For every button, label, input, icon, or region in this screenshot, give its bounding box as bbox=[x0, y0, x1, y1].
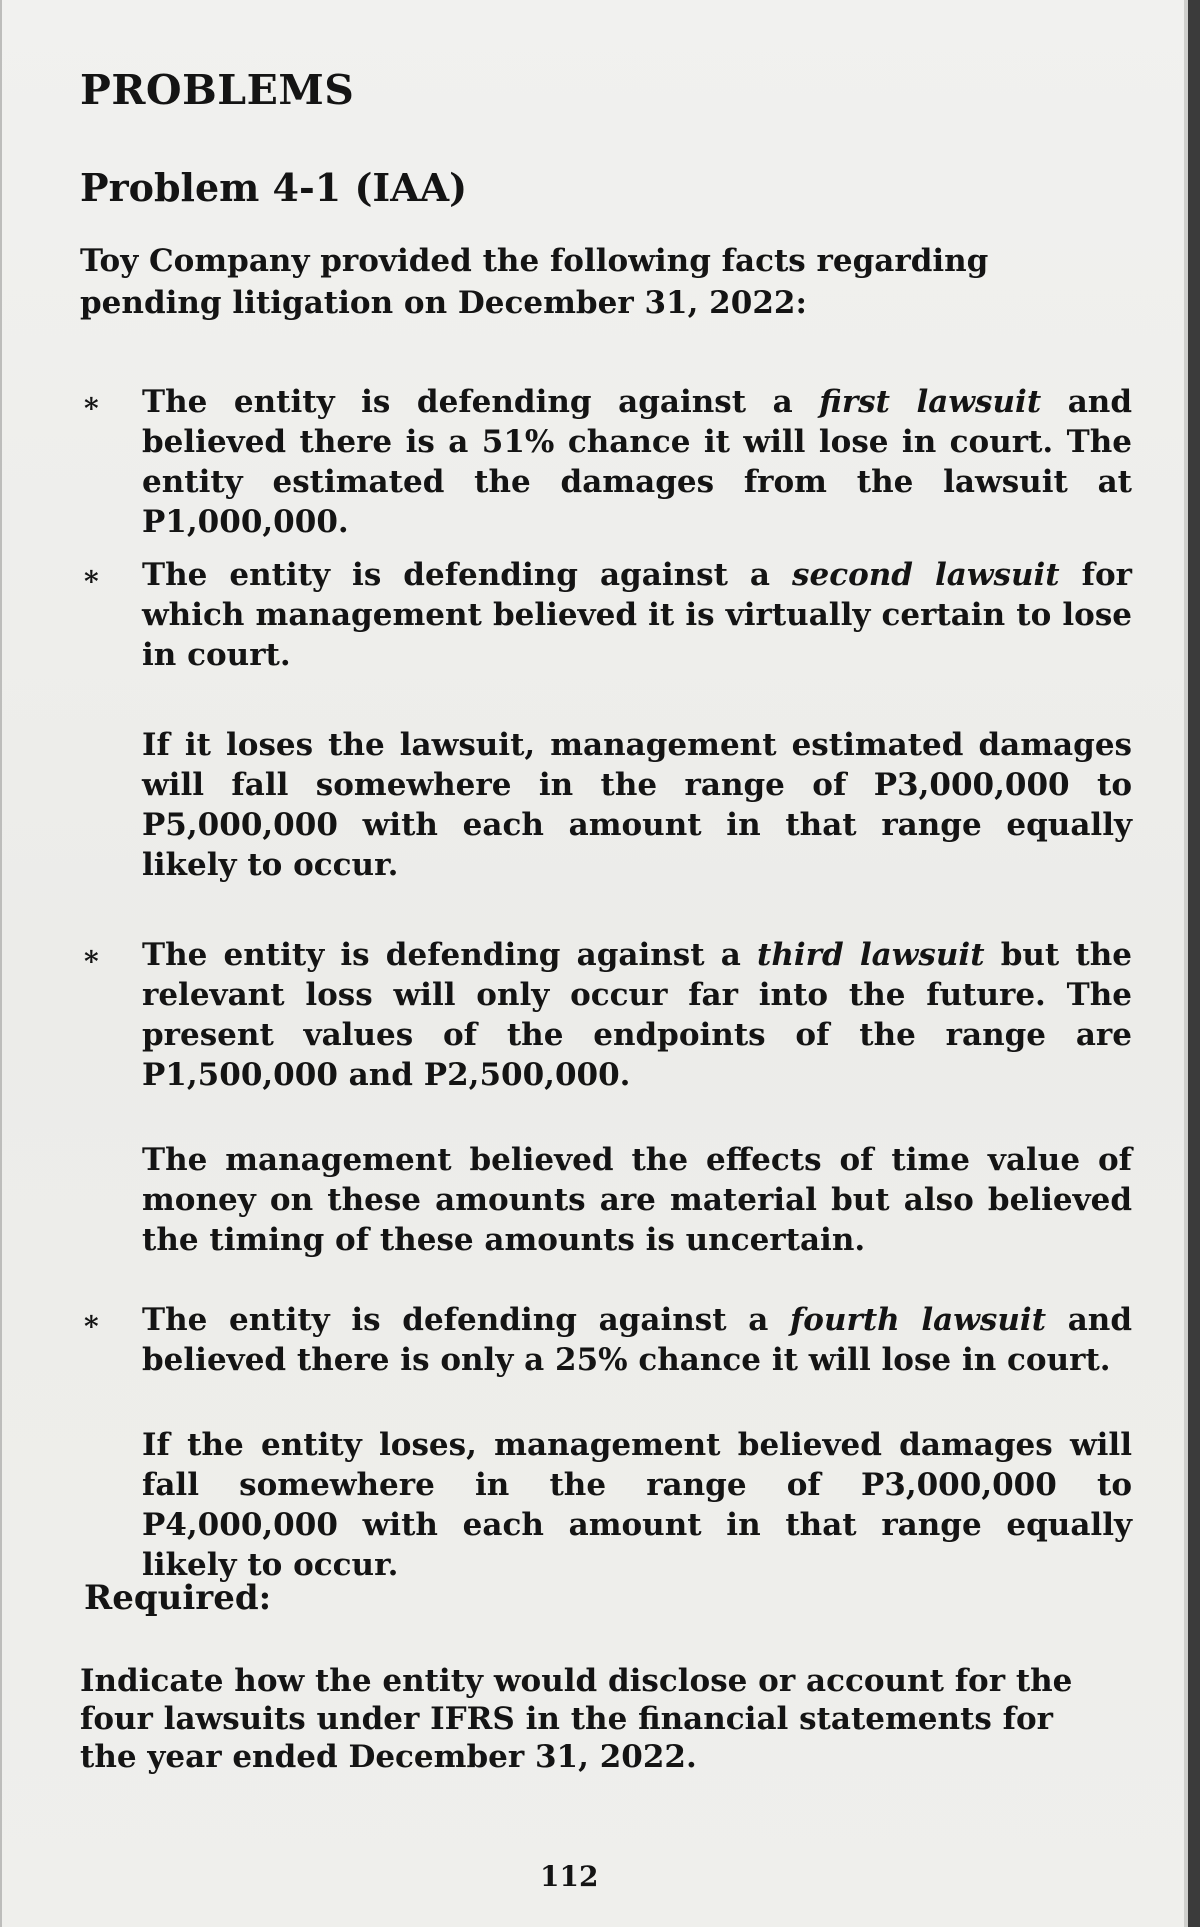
lawsuit-1-paragraph bbox=[142, 382, 1132, 542]
section-heading: PROBLEMS bbox=[80, 66, 355, 114]
page-number: 112 bbox=[540, 1860, 599, 1893]
lawsuit-2-paragraph bbox=[142, 555, 1132, 675]
lawsuit-2-emphasis: second lawsuit bbox=[792, 557, 1060, 593]
lawsuit-1-text-post: and believed there is a 51% chance it will lose in court. The entity estimated the damages from the lawsuit at P1,000,000. bbox=[142, 384, 1132, 540]
lawsuit-2-text-post: for which management believed it is virtually certain to lose in court. bbox=[142, 557, 1132, 673]
bullet-marker-4: * bbox=[84, 1310, 99, 1343]
bullet-marker-2: * bbox=[84, 565, 99, 598]
required-instructions: Indicate how the entity would disclose or account for the four lawsuits under IFRS in the financial statements for the year ended December 31, 2022. bbox=[80, 1663, 1073, 1775]
lawsuit-4-text-post: and believed there is only a 25% chance it will lose in court. bbox=[142, 1302, 1133, 1378]
lawsuit-1-emphasis: first lawsuit bbox=[819, 384, 1042, 420]
lawsuit-2-damages-paragraph: If it loses the lawsuit, management estimated damages will fall somewhere in the range of P3,000,000 to P5,000,000 with each amount in that range equally likely to occur. bbox=[142, 727, 1132, 883]
page-edge-shadow bbox=[1188, 0, 1200, 1927]
problem-intro: Toy Company provided the following facts regarding pending litigation on December 31, 2022: bbox=[80, 243, 989, 321]
lawsuit-3-paragraph bbox=[142, 935, 1132, 1095]
lawsuit-4-emphasis: fourth lawsuit bbox=[789, 1302, 1047, 1338]
bullet-marker-3: * bbox=[84, 945, 99, 978]
problem-title: Problem 4-1 (IAA) bbox=[80, 165, 468, 210]
bullet-marker-1: * bbox=[84, 392, 99, 425]
required-label: Required: bbox=[84, 1578, 272, 1618]
lawsuit-3-text-pre: The entity is defending against a bbox=[142, 937, 758, 973]
lawsuit-3-emphasis: third lawsuit bbox=[757, 937, 985, 973]
lawsuit-3-time-value-paragraph: The management believed the effects of time value of money on these amounts are material but also believed the timing of these amounts is uncertain. bbox=[142, 1142, 1132, 1258]
lawsuit-4-text-pre: The entity is defending against a bbox=[142, 1302, 790, 1338]
lawsuit-3-text-post: but the relevant loss will only occur far into the future. The present values of the endpoints of the range are P1,500,000 and P2,500,000. bbox=[142, 937, 1132, 1093]
lawsuit-1-text-pre: The entity is defending against a bbox=[142, 384, 820, 420]
lawsuit-4-paragraph bbox=[142, 1300, 1132, 1380]
lawsuit-4-damages-paragraph: If the entity loses, management believed damages will fall somewhere in the range of P3,000,000 to P4,000,000 with each amount in that range equally likely to occur. bbox=[142, 1427, 1132, 1583]
lawsuit-2-text-pre: The entity is defending against a bbox=[142, 557, 793, 593]
